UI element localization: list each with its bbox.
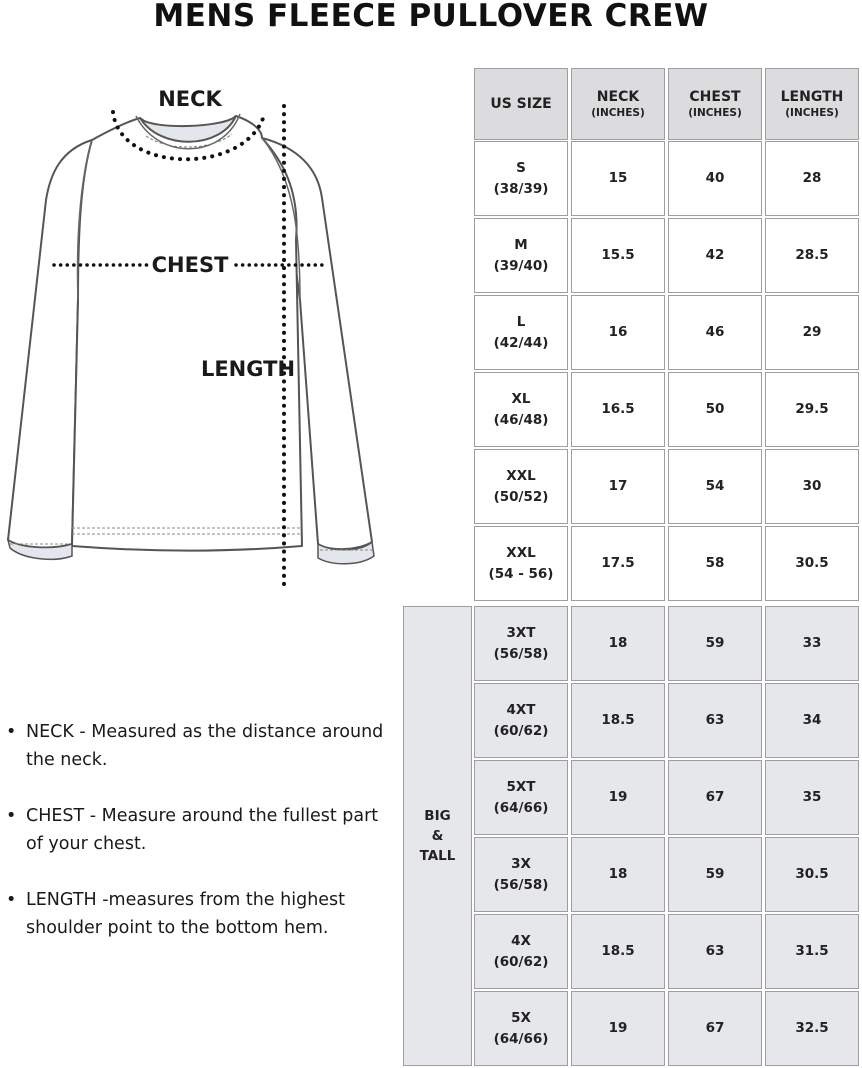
big-tall-row-neck-3-text-0: 18 xyxy=(608,866,628,882)
big-tall-row-size-1 xyxy=(474,683,568,758)
big-tall-row-size-3-text-0: 3X xyxy=(511,855,531,872)
note-length: • LENGTH -measures from the highest shoulder point to the bottom hem. xyxy=(6,886,386,942)
regular-row-size-1 xyxy=(474,218,568,293)
big-tall-row-length-0-text-0: 33 xyxy=(802,635,822,651)
big-tall-row-size-5 xyxy=(474,991,568,1066)
big-tall-row-chest-4-text-0: 63 xyxy=(705,943,725,959)
header-length-text-1: (INCHES) xyxy=(785,106,839,119)
regular-row-size-2-text-0: L xyxy=(516,313,526,330)
big-tall-row-size-0-text-0: 3XT xyxy=(506,624,536,641)
regular-row-length-5 xyxy=(765,526,859,601)
regular-row-chest-1-text-0: 42 xyxy=(705,247,725,263)
shirt-body xyxy=(72,116,302,551)
big-tall-row-neck-1 xyxy=(571,683,665,758)
regular-row-chest-2-text-0: 46 xyxy=(705,324,725,340)
big-tall-row-length-3-text-0: 30.5 xyxy=(795,866,829,882)
regular-row-neck-5-text-0: 17.5 xyxy=(601,555,635,571)
big-tall-row-size-2-text-1: (64/66) xyxy=(493,799,549,816)
header-us-size xyxy=(474,68,568,140)
regular-row-length-0-text-0: 28 xyxy=(802,170,822,186)
big-tall-row-neck-3 xyxy=(571,837,665,912)
big-tall-row-size-0 xyxy=(474,606,568,681)
regular-row-length-3-text-0: 29.5 xyxy=(795,401,829,417)
big-tall-row-size-5-text-1: (64/66) xyxy=(493,1030,549,1047)
big-tall-row-chest-2 xyxy=(668,760,762,835)
regular-row-length-1 xyxy=(765,218,859,293)
big-tall-row-length-5-text-0: 32.5 xyxy=(795,1020,829,1036)
note-neck: • NECK - Measured as the distance around the neck. xyxy=(6,718,386,774)
note-chest: • CHEST - Measure around the fullest part of your chest. xyxy=(6,802,386,858)
regular-row-length-4 xyxy=(765,449,859,524)
big-tall-row-size-2 xyxy=(474,760,568,835)
big-tall-row-size-2-text-0: 5XT xyxy=(506,778,536,795)
big-tall-row-chest-1 xyxy=(668,683,762,758)
big-tall-row-chest-1-text-0: 63 xyxy=(705,712,725,728)
big-tall-row-size-3-text-1: (56/58) xyxy=(493,876,549,893)
regular-row-length-1-text-0: 28.5 xyxy=(795,247,829,263)
big-tall-row-length-1 xyxy=(765,683,859,758)
regular-row-chest-5 xyxy=(668,526,762,601)
regular-row-chest-4 xyxy=(668,449,762,524)
regular-row-size-2-text-1: (42/44) xyxy=(493,334,549,351)
regular-row-chest-1 xyxy=(668,218,762,293)
header-length-text-0: LENGTH xyxy=(780,88,844,105)
big-tall-row-neck-0 xyxy=(571,606,665,681)
regular-row-size-1-text-1: (39/40) xyxy=(493,257,549,274)
big-tall-row-size-0-text-1: (56/58) xyxy=(493,645,549,662)
big-tall-row-neck-2-text-0: 19 xyxy=(608,789,628,805)
big-tall-row-chest-3 xyxy=(668,837,762,912)
regular-row-size-4-text-0: XXL xyxy=(506,467,536,484)
sweatshirt-illustration xyxy=(0,90,400,600)
big-tall-row-size-1-text-0: 4XT xyxy=(506,701,536,718)
header-neck xyxy=(571,68,665,140)
regular-row-size-4-text-1: (50/52) xyxy=(493,488,549,505)
big-tall-row-neck-5 xyxy=(571,991,665,1066)
big-tall-row-length-2-text-0: 35 xyxy=(802,789,822,805)
regular-row-length-2-text-0: 29 xyxy=(802,324,822,340)
measurement-notes xyxy=(6,718,386,970)
big-tall-row-chest-0 xyxy=(668,606,762,681)
regular-row-length-0 xyxy=(765,141,859,216)
big-tall-row-length-2 xyxy=(765,760,859,835)
header-us-size-text-0: US SIZE xyxy=(490,95,552,112)
regular-row-size-1-text-0: M xyxy=(514,236,528,253)
regular-row-size-3 xyxy=(474,372,568,447)
big-tall-row-size-5-text-0: 5X xyxy=(511,1009,531,1026)
regular-row-chest-2 xyxy=(668,295,762,370)
regular-row-size-0-text-0: S xyxy=(516,159,526,176)
big-tall-row-size-1-text-1: (60/62) xyxy=(493,722,549,739)
big-tall-row-neck-0-text-0: 18 xyxy=(608,635,628,651)
regular-row-neck-0-text-0: 15 xyxy=(608,170,628,186)
big-tall-row-size-3 xyxy=(474,837,568,912)
big-tall-row-size-4-text-0: 4X xyxy=(511,932,531,949)
regular-row-size-0-text-1: (38/39) xyxy=(493,180,549,197)
regular-row-chest-0-text-0: 40 xyxy=(705,170,725,186)
regular-row-size-4 xyxy=(474,449,568,524)
regular-row-size-0 xyxy=(474,141,568,216)
big-tall-row-length-1-text-0: 34 xyxy=(802,712,822,728)
big-tall-row-chest-5-text-0: 67 xyxy=(705,1020,725,1036)
big-tall-row-neck-4 xyxy=(571,914,665,989)
regular-row-length-5-text-0: 30.5 xyxy=(795,555,829,571)
regular-row-length-2 xyxy=(765,295,859,370)
regular-row-neck-5 xyxy=(571,526,665,601)
regular-row-neck-4-text-0: 17 xyxy=(608,478,628,494)
regular-row-chest-5-text-0: 58 xyxy=(705,555,725,571)
big-tall-row-neck-1-text-0: 18.5 xyxy=(601,712,635,728)
regular-row-chest-0 xyxy=(668,141,762,216)
header-neck-text-0: NECK xyxy=(596,88,640,105)
regular-row-size-5-text-1: (54 - 56) xyxy=(488,565,554,582)
regular-row-chest-4-text-0: 54 xyxy=(705,478,725,494)
big-tall-row-chest-4 xyxy=(668,914,762,989)
regular-row-size-2 xyxy=(474,295,568,370)
regular-row-neck-1 xyxy=(571,218,665,293)
length-label: LENGTH xyxy=(200,357,296,381)
big-tall-row-chest-2-text-0: 67 xyxy=(705,789,725,805)
big-tall-row-length-4 xyxy=(765,914,859,989)
regular-row-length-4-text-0: 30 xyxy=(802,478,822,494)
regular-row-chest-3-text-0: 50 xyxy=(705,401,725,417)
big-tall-row-chest-5 xyxy=(668,991,762,1066)
big-tall-row-length-3 xyxy=(765,837,859,912)
header-length xyxy=(765,68,859,140)
regular-row-neck-1-text-0: 15.5 xyxy=(601,247,635,263)
regular-row-neck-4 xyxy=(571,449,665,524)
regular-row-length-3 xyxy=(765,372,859,447)
regular-row-neck-2-text-0: 16 xyxy=(608,324,628,340)
big-and-tall-label-text-2: TALL xyxy=(419,848,456,864)
regular-row-neck-0 xyxy=(571,141,665,216)
big-tall-row-chest-3-text-0: 59 xyxy=(705,866,725,882)
big-tall-row-neck-2 xyxy=(571,760,665,835)
regular-row-neck-3 xyxy=(571,372,665,447)
big-tall-row-chest-0-text-0: 59 xyxy=(705,635,725,651)
header-neck-text-1: (INCHES) xyxy=(591,106,645,119)
big-tall-row-neck-4-text-0: 18.5 xyxy=(601,943,635,959)
big-tall-row-length-0 xyxy=(765,606,859,681)
big-and-tall-label xyxy=(403,606,472,1066)
big-tall-row-length-5 xyxy=(765,991,859,1066)
neck-label: NECK xyxy=(158,90,222,111)
header-chest-text-0: CHEST xyxy=(689,88,741,105)
big-tall-row-size-4-text-1: (60/62) xyxy=(493,953,549,970)
regular-row-neck-3-text-0: 16.5 xyxy=(601,401,635,417)
header-chest xyxy=(668,68,762,140)
regular-row-chest-3 xyxy=(668,372,762,447)
regular-row-size-5 xyxy=(474,526,568,601)
big-tall-row-length-4-text-0: 31.5 xyxy=(795,943,829,959)
big-and-tall-label-text-0: BIG xyxy=(424,808,451,824)
regular-row-size-3-text-1: (46/48) xyxy=(493,411,549,428)
page-title: MENS FLEECE PULLOVER CREW xyxy=(153,0,709,34)
regular-row-neck-2 xyxy=(571,295,665,370)
big-and-tall-label-text-1: & xyxy=(431,828,444,844)
chest-label: CHEST xyxy=(151,253,229,277)
header-chest-text-1: (INCHES) xyxy=(688,106,742,119)
regular-row-size-5-text-0: XXL xyxy=(506,544,536,561)
regular-row-size-3-text-0: XL xyxy=(511,390,531,407)
big-tall-row-neck-5-text-0: 19 xyxy=(608,1020,628,1036)
big-tall-row-size-4 xyxy=(474,914,568,989)
